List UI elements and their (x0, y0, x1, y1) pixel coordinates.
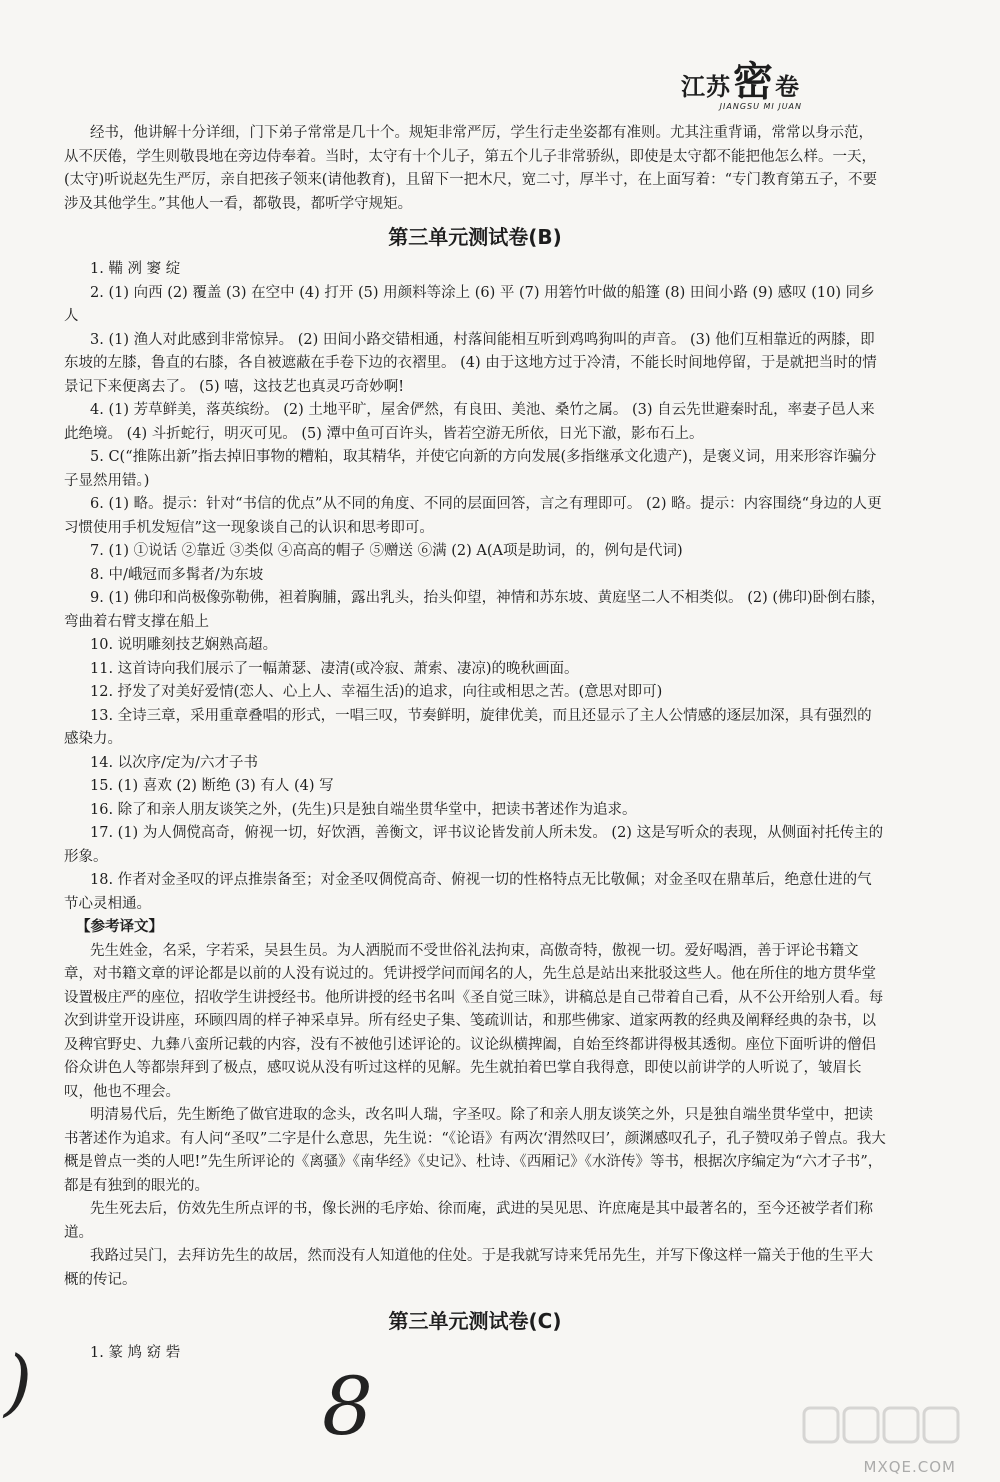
section-b-title: 第三单元测试卷(B) (388, 225, 562, 249)
answer-item: 13. 全诗三章，采用重章叠唱的形式，一唱三叹，节奏鲜明，旋律优美，而且还显示了主人公情感的逐层加深，具有强烈的感染力。 (64, 707, 872, 747)
answer-item: 10. 说明雕刻技艺娴熟高超。 (90, 637, 278, 653)
reference-translation-title: 【参考译文】 (76, 919, 163, 935)
answer-item: 14. 以次序/定为/六才子书 (90, 754, 258, 771)
handwritten-left-mark: ) (4, 1340, 33, 1424)
answer-item: 5. C(“推陈出新”指去掉旧事物的糟粕，取其精华，并使它向新的方向发展(多指继承文化遗产)，是褒义词，用来形容诈骗分子显然用错。) (64, 449, 877, 489)
logo-mid-text: 密 (733, 58, 773, 105)
translation-paragraph: 我路过吴门，去拜访先生的故居，然而没有人知道他的住处。于是我就写诗来凭吊先生，并写下像这样一篇关于他的生平大概的传记。 (64, 1248, 873, 1288)
logo-subtitle: JIANGSU MI JUAN (719, 102, 802, 111)
handwritten-page-mark: 8 (322, 1360, 373, 1453)
header-logo (681, 58, 800, 105)
answer-item: 9. (1) 佛印和尚极像弥勒佛，袒着胸脯，露出乳头，抬头仰望，神情和苏东坡、黄庭坚二人不相类似。 (2) (佛印)卧倒右膝，弯曲着右臂支撑在船上 (64, 590, 886, 630)
intro-paragraph: 经书，他讲解十分详细，门下弟子常常是几十个。规矩非常严厉，学生行走坐姿都有准则。尤其注重背诵，常常以身示范，从不厌倦，学生则敬畏地在旁边侍奉着。当时，太守有十个儿子，第五个儿子非常骄纵，即使是太守都不能把他怎么样。一天，(太守)听说赵先生严厉，亲自把孩子领来(请他教育)，且留下一把木尺，宽二寸，厚半寸，在上面写着：“专门教育第五子，不要涉及其他学生。”其他人一看，都敬畏，都听学守规矩。 (64, 125, 878, 212)
answer-item: 4. (1) 芳草鲜美，落英缤纷。 (2) 土地平旷，屋舍俨然，有良田、美池、桑竹之属。 (3) 自云先世避秦时乱，率妻子邑人来此绝境。 (4) 斗折蛇行，明灭可见。 (5) 潭中鱼可百许头，皆若空游无所依，日光下澈，影布石上。 (64, 402, 875, 442)
answer-item: 1. 篆 鸠 窈 砦 (90, 1345, 181, 1361)
answer-item: 2. (1) 向西 (2) 覆盖 (3) 在空中 (4) 打开 (5) 用颜料等涂上 (6) 平 (7) 用箬竹叶做的船篷 (8) 田间小路 (9) 感叹 (10) 同乡人 (64, 284, 875, 324)
answer-item: 17. (1) 为人倜傥高奇，俯视一切，好饮酒，善衡文，评书议论皆发前人所未发。 (2) 这是写听众的表现，从侧面衬托传主的形象。 (64, 825, 884, 865)
translation-paragraph: 先生死去后，仿效先生所点评的书，像长洲的毛序始、徐而庵，武进的吴见思、许庶庵是其中最著名的，至今还被学者们称道。 (64, 1201, 873, 1241)
answer-item: 6. (1) 略。提示：针对“书信的优点”从不同的角度、不同的层面回答，言之有理即可。 (2) 略。提示：内容围绕“身边的人更习惯使用手机发短信”这一现象谈自己的认识和思考即可。 (64, 496, 882, 536)
section-b-answers (64, 258, 886, 916)
page-content (64, 122, 886, 1366)
reference-translation (64, 940, 886, 1293)
section-c-title: 第三单元测试卷(C) (388, 1309, 562, 1333)
answer-item: 12. 抒发了对美好爱情(恋人、心上人、幸福生活)的追求，向往或相思之苦。(意思对即可) (90, 684, 663, 700)
translation-paragraph: 先生姓金，名采，字若采，吴县生员。为人洒脱而不受世俗礼法拘束，高傲奇特，傲视一切。爱好喝酒，善于评论书籍文章，对书籍文章的评论都是以前的人没有说过的。凭讲授学问而闻名的人，先生总是站出来批驳这些人。他在所住的地方贯华堂设置极庄严的座位，招收学生讲授经书。他所讲授的经书名叫《圣自觉三昧》，讲稿总是自己带着自己看，从不公开给别人看。每次到讲堂开设讲座，环顾四周的样子神采卓异。所有经史子集、笺疏训诂，和那些佛家、道家两教的经典及阐释经典的杂书，以及稗官野史、九彝八蛮所记载的内容，没有不被他引述评论的。议论纵横捭阖，自始至终都讲得极其透彻。座位下面听讲的僧侣俗众讲色人等都崇拜到了极点，感叹说从没有听过这样的见解。先生就拍着巴掌自我得意，即使以前讲学的人听说了，皱眉长叹，他也不理会。 (64, 942, 884, 1100)
answer-item: 8. 中/峨冠而多髯者/为东坡 (90, 566, 264, 583)
translation-paragraph: 明清易代后，先生断绝了做官进取的念头，改名叫人瑞，字圣叹。除了和亲人朋友谈笑之外，只是独自端坐贯华堂中，把读书著述作为追求。有人问“圣叹”二字是什么意思，先生说：“《论语》有两次‘渭然叹曰’，颜渊感叹孔子，孔子赞叹弟子曾点。我大概是曾点一类的人吧!”先生所评论的《离骚》《南华经》《史记》、杜诗、《西厢记》《水浒传》等书，根据次序编定为“六才子书”，都是有独到的眼光的。 (64, 1107, 886, 1194)
answer-item: 1. 鞴 冽 窭 绽 (90, 261, 181, 277)
watermark-text: MXQE.COM (863, 1458, 956, 1476)
answer-item: 3. (1) 渔人对此感到非常惊异。 (2) 田间小路交错相通，村落间能相互听到鸡鸣狗叫的声音。 (3) 他们互相靠近的两膝，即东坡的左膝，鲁直的右膝，各自被遮蔽在手卷下边的衣褶里。 (4) 由于这地方过于冷清，不能长时间地停留，于是就把当时的情景记下来便离去了。 (5) 嘻，这技艺也真灵巧奇妙啊! (64, 331, 877, 395)
answer-item: 18. 作者对金圣叹的评点推崇备至；对金圣叹倜傥高奇、俯视一切的性格特点无比敬佩；对金圣叹在鼎革后，绝意仕进的气节心灵相通。 (64, 872, 872, 912)
answer-item: 11. 这首诗向我们展示了一幅萧瑟、凄清(或冷寂、萧索、凄凉)的晚秋画面。 (90, 660, 579, 677)
answer-item: 15. (1) 喜欢 (2) 断绝 (3) 有人 (4) 写 (90, 778, 334, 794)
logo-left-text: 江苏 (681, 72, 731, 101)
answer-item: 7. (1) ①说话 ②靠近 ③类似 ④高高的帽子 ⑤赠送 ⑥满 (2) A(A项是助词，的，例句是代词) (90, 543, 683, 559)
logo-right-text: 卷 (775, 72, 800, 101)
answer-item: 16. 除了和亲人朋友谈笑之外，(先生)只是独自端坐贯华堂中，把读书著述作为追求。 (90, 801, 637, 818)
